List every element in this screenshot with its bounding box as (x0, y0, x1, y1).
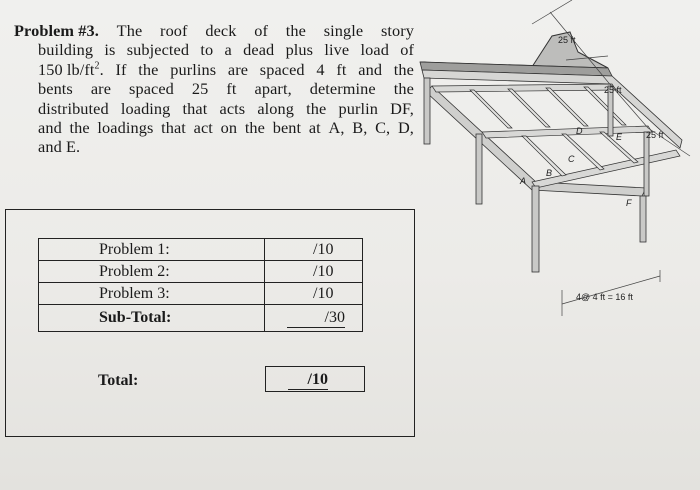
subtotal-row (39, 305, 363, 332)
bent-beam (532, 150, 680, 188)
word: building (38, 40, 94, 60)
score-label: Problem 2: (39, 261, 265, 283)
word: subjected (126, 40, 190, 60)
score-row (39, 239, 363, 261)
dim-label-top: 25 ft (558, 35, 576, 45)
total-blank: /10 (288, 371, 328, 390)
word: loading (120, 98, 171, 118)
word: and (38, 118, 62, 138)
purlin (470, 90, 512, 128)
word: 4 (316, 59, 325, 79)
word: A, (328, 118, 345, 138)
problem-line-3 (14, 60, 414, 79)
score-points: /10 (265, 239, 363, 261)
subtotal-label: Sub-Total: (39, 305, 265, 332)
word: acts (219, 98, 246, 118)
word: to (200, 40, 214, 60)
problem-label: Problem #3. (14, 21, 99, 40)
word: along (257, 98, 295, 118)
word: ft (226, 79, 237, 99)
word: deck (205, 21, 237, 40)
column (640, 196, 646, 242)
word: the (138, 59, 159, 79)
word: of (400, 40, 414, 60)
column (476, 134, 482, 204)
score-row (39, 261, 363, 283)
score-table (38, 238, 363, 332)
dim-label-mid: 25 ft (604, 85, 622, 95)
word: purlin (338, 98, 378, 118)
roof-frame-diagram (412, 0, 700, 330)
word: that (161, 118, 186, 138)
word: If (115, 59, 127, 79)
word: purlins (170, 59, 217, 79)
word: bents (38, 79, 73, 99)
word: apart, (254, 79, 292, 99)
word: story (380, 21, 414, 40)
dim-label-right: 25 ft (646, 130, 664, 140)
purlin (562, 134, 604, 170)
word: act (193, 118, 213, 138)
column (532, 186, 539, 272)
score-label: Problem 1: (39, 239, 265, 261)
word: at (308, 118, 321, 138)
word: D, (397, 118, 414, 138)
total-label: Total: (98, 372, 139, 389)
dim-label-bottom: 4@ 4 ft = 16 ft (576, 292, 633, 302)
score-row (39, 283, 363, 305)
word: spaced (259, 59, 305, 79)
word: that (182, 98, 208, 118)
problem-line-4 (14, 79, 414, 98)
score-label: Problem 3: (39, 283, 265, 305)
word: a (224, 40, 232, 60)
point-label-b: B (546, 168, 553, 178)
word: single (323, 21, 364, 40)
total-box (265, 366, 365, 392)
word: B, (352, 118, 368, 138)
word: C, (375, 118, 391, 138)
word: are (227, 59, 249, 79)
word: dead (243, 40, 275, 60)
word: live (324, 40, 350, 60)
subtotal-blank: /30 (287, 309, 345, 328)
word: distributed (38, 98, 109, 118)
word: load (360, 40, 389, 60)
word: the (393, 59, 414, 79)
word: ft (336, 59, 347, 79)
problem-line-1 (14, 21, 414, 40)
word: and (38, 137, 62, 157)
word: the (285, 21, 306, 40)
word: The (116, 21, 143, 40)
point-label-d: D (576, 126, 583, 136)
score-points: /10 (265, 261, 363, 283)
word: of (254, 21, 268, 40)
word: DF, (390, 98, 414, 118)
word: plus (285, 40, 314, 60)
word: 25 (191, 79, 209, 99)
word: bent (272, 118, 302, 138)
point-label-f: F (626, 198, 632, 208)
word: is (104, 40, 116, 60)
problem-statement (14, 21, 414, 157)
problem-line-5 (14, 99, 414, 118)
problem-line-6 (14, 118, 414, 137)
score-points: /10 (265, 283, 363, 305)
word: loadings (97, 118, 154, 138)
word: and (358, 59, 383, 79)
purlin (522, 136, 566, 176)
point-label-c: C (568, 154, 575, 164)
word: are (90, 79, 112, 99)
word: E. (65, 137, 81, 157)
point-label-a: A (520, 176, 527, 186)
problem-line-2 (14, 40, 414, 59)
word: on (220, 118, 238, 138)
word: the (244, 118, 266, 138)
word: roof (160, 21, 188, 40)
problem-line-7 (14, 137, 414, 156)
subtotal-points (265, 305, 363, 332)
point-label-e: E (616, 132, 623, 142)
column (424, 78, 430, 144)
purlin (508, 89, 550, 127)
purlin (546, 88, 588, 126)
word: determine (309, 79, 376, 99)
word: spaced (129, 79, 174, 99)
dim-tick (532, 0, 572, 24)
word: the (393, 79, 414, 99)
column (644, 132, 649, 196)
columns (424, 78, 649, 272)
word: the (306, 98, 327, 118)
back-girder (422, 70, 682, 148)
load-value: 150 $lb/ft^2$. (38, 59, 104, 79)
word: the (69, 118, 90, 138)
